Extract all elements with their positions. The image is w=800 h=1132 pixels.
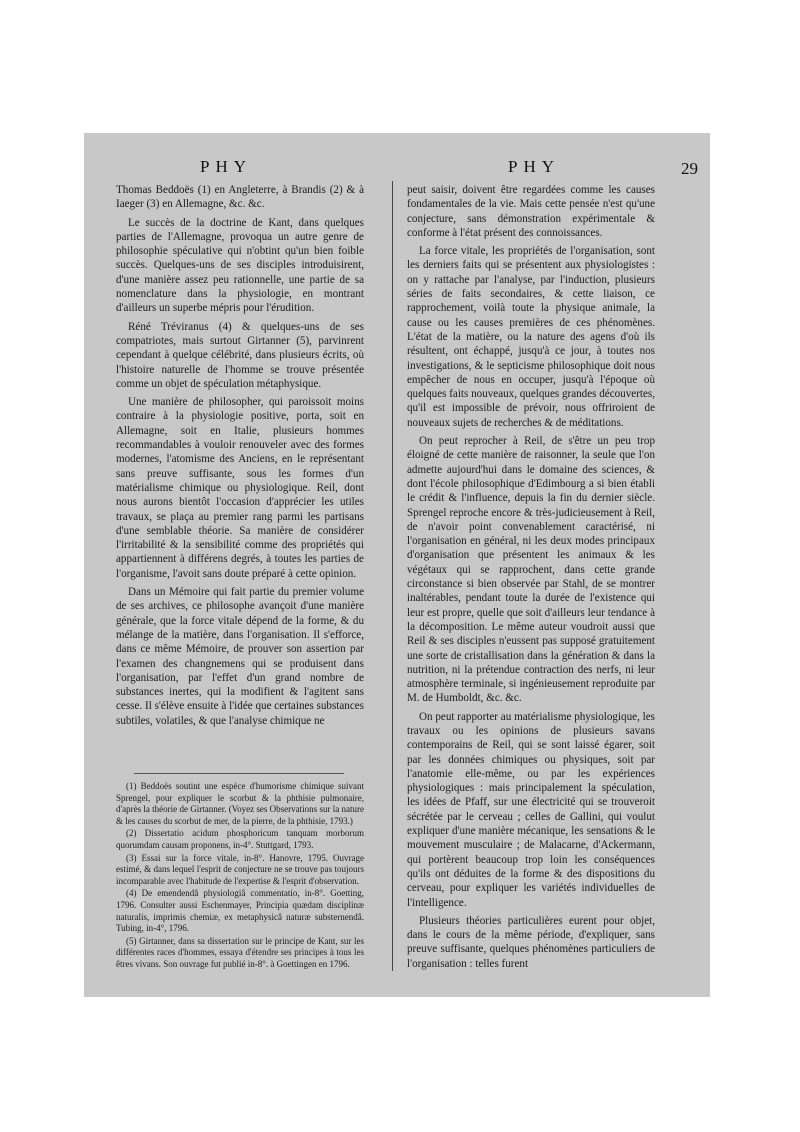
paragraph: On peut reprocher à Reil, de s'être un peu trop éloigné de cette manière de raisonner, la seule que l'on admette aujourd'hui dans le domaine des sciences, & dont l'école philosophique d'Edimbourg a si bien établi le crédit & l'influence, depuis la fin du dernier siècle. Sprengel reproche encore & très-judicieusement à Reil, de n'avoir point convenablement caractérisé, ni l'organisation en général, ni les deux modes principaux d'organisation que présentent les animaux & les végétaux qui se rapprochent, dans cette grande circonstance si bien observée par Stahl, de se montrer inaltérables, pendant toute la durée de l'existence qui leur est propre, quelle que soit d'ailleurs leur tendance à la décomposition. Le même auteur voudroit aussi que Reil & ses disciples n'eussent pas supposé gratuitement une sorte de cristallisation dans la génération & dans la nutrition, ni la prétendue contraction des nerfs, ni leur atmosphère terminale, si ingénieusement reproduite par M. de Humboldt, &c. &c. xyxy=(407,435,655,705)
footnote-divider xyxy=(134,773,344,774)
book-page xyxy=(84,133,710,997)
footnote: (5) Girtanner, dans sa dissertation sur le principe de Kant, sur les différentes races d'hommes, essaya d'étendre ses principes à tous les êtres vivans. Son ouvrage fut publié in-8°. à Goettingen en 1796. xyxy=(116,935,364,969)
footnote: (4) De emendendâ physiologiâ commentatio, in-8°. Goetting, 1796. Consulter aussi Eschenmayer, Principia quædam disciplinæ naturalis, imprimis chemiæ, ex metaphysicâ naturæ substernendâ. Tubing, in-4°, 1796. xyxy=(116,888,364,934)
right-column xyxy=(407,183,655,975)
page-number: 29 xyxy=(681,159,698,178)
footnote: (2) Dissertatio acidum phosphoricum tanquam morborum quorumdam causam proponens, in-4°. Stuttgard, 1793. xyxy=(116,828,364,850)
running-head-left: PHY xyxy=(200,157,253,176)
paragraph: La force vitale, les propriétés de l'organisation, sont les derniers faits qui se présentent aux physiologistes : on y rattache par l'analyse, par l'induction, plusieurs séries de faits secondaires, & cette liaison, ce rapprochement, voilà toute la physique animale, la cause ou les causes premières de ces phénomènes. L'état de la matière, ou la nature des agens d'où ils résultent, ont échappé, jusqu'à ce jour, à toutes nos investigations, & le septicisme philosophique doit nous empêcher de nous en occuper, jusqu'à l'époque où quelques faits nouveaux, quelques grandes découvertes, qu'il est impossible de prévoir, nous offriroient de nouveaux sujets de recherches & de méditations. xyxy=(407,245,655,429)
paragraph: Dans un Mémoire qui fait partie du premier volume de ses archives, ce philosophe avançoit d'une manière générale, que la force vitale dépend de la forme, & du mélange de la matière, dans l'organisation. Il s'efforce, dans ce même Mémoire, de prouver son assertion par l'examen des changnemens qui se produisent dans l'organisation, par l'effet d'un grand nombre de substances inertes, qui la modifient & l'agitent sans cesse. Il s'élève ensuite à l'idée que certaines substances subtiles, volatiles, & que l'analyse chimique ne xyxy=(116,586,364,727)
column-divider xyxy=(392,181,393,971)
footnotes xyxy=(116,781,364,972)
paragraph: On peut rapporter au matérialisme physiologique, les travaux ou les opinions de plusieurs savans contemporains de Reil, qui se sont laissé égarer, soit par les données chimiques ou physiques, soit par l'anatomie elle-même, ou par les expériences physiologiques : mais principalement la spéculation, les idées de Pfaff, sur une électricité qui se trouveroit sécrétée par le cerveau ; celles de Gallini, qui voulut expliquer d'une manière mécanique, les sensations & le mouvement musculaire ; de Malacarne, d'Ackermann, qui portèrent beaucoup trop loin les conséquences qu'ils ont déduites de la forme & des dispositions du cerveau, pour expliquer les variétés individuelles de l'intelligence. xyxy=(407,710,655,909)
paragraph: peut saisir, doivent être regardées comme les causes fondamentales de la vie. Mais cette pensée n'est qu'une conjecture, sans démonstration expérimentale & conforme à l'état présent des connoissances. xyxy=(407,184,655,239)
paragraph: Le succès de la doctrine de Kant, dans quelques parties de l'Allemagne, provoqua un autre genre de philosophie spéculative qui n'obtint qu'un bien foible succès. Quelques-uns de ses disciples introduisirent, d'une manière assez peu rationnelle, une partie de sa nomenclature dans la physiologie, en montrant d'ailleurs un superbe mépris pour l'érudition. xyxy=(116,216,364,315)
footnote: (1) Beddoës soutint une espèce d'humorisme chimique suivant Sprengel, pour expliquer le scorbut & la phthisie pulmonaire, d'après la théorie de Girtanner. (Voyez ses Observations sur la nature & les causes du scorbut de mer, de la pierre, de la phthisie, 1793.) xyxy=(116,781,364,826)
paragraph: Thomas Beddoës (1) en Angleterre, à Brandis (2) & à Iaeger (3) en Allemagne, &c. &c. xyxy=(116,184,364,211)
paragraph: Réné Tréviranus (4) & quelques-uns de ses compatriotes, mais surtout Girtanner (5), parvinrent cependant à quelque célébrité, dans plusieurs écrits, où l'histoire naturelle de l'homme se trouve présentée comme un objet de spéculation métaphysique. xyxy=(116,320,364,390)
footnote: (3) Essai sur la force vitale, in-8°. Hanovre, 1795. Ouvrage estimé, & dans lequel l'esprit de conjecture ne se trouve pas toujours incomparable avec l'habitude de l'expertise & l'esprit d'observation. xyxy=(116,852,364,886)
paragraph: Plusieurs théories particulières eurent pour objet, dans le cours de la même période, d'expliquer, sans preuve suffisante, quelques phénomènes particuliers de l'organisation : telles furent xyxy=(407,914,655,970)
left-column xyxy=(116,183,364,732)
running-head-right: PHY xyxy=(508,157,561,176)
paragraph: Une manière de philosopher, qui paroissoit moins contraire à la physiologie positive, porta, soit en Allemagne, soit en Italie, plusieurs hommes recommandables à vouloir renouveler avec des formes modernes, l'atomisme des Anciens, en le représentant sans preuve suffisante, sous les formes d'un matérialisme chimique ou physiologique. Reil, dont nous aurons bientôt l'occasion d'apprécier les utiles travaux, se plaça au premier rang parmi les partisans d'une semblable théorie. Sa manière de considérer l'irritabilité & la sensibilité comme des propriétés qui appartiennent à différens degrés, à toutes les parties de l'organisme, l'avoit sans doute préparé à cette opinion. xyxy=(116,396,364,580)
